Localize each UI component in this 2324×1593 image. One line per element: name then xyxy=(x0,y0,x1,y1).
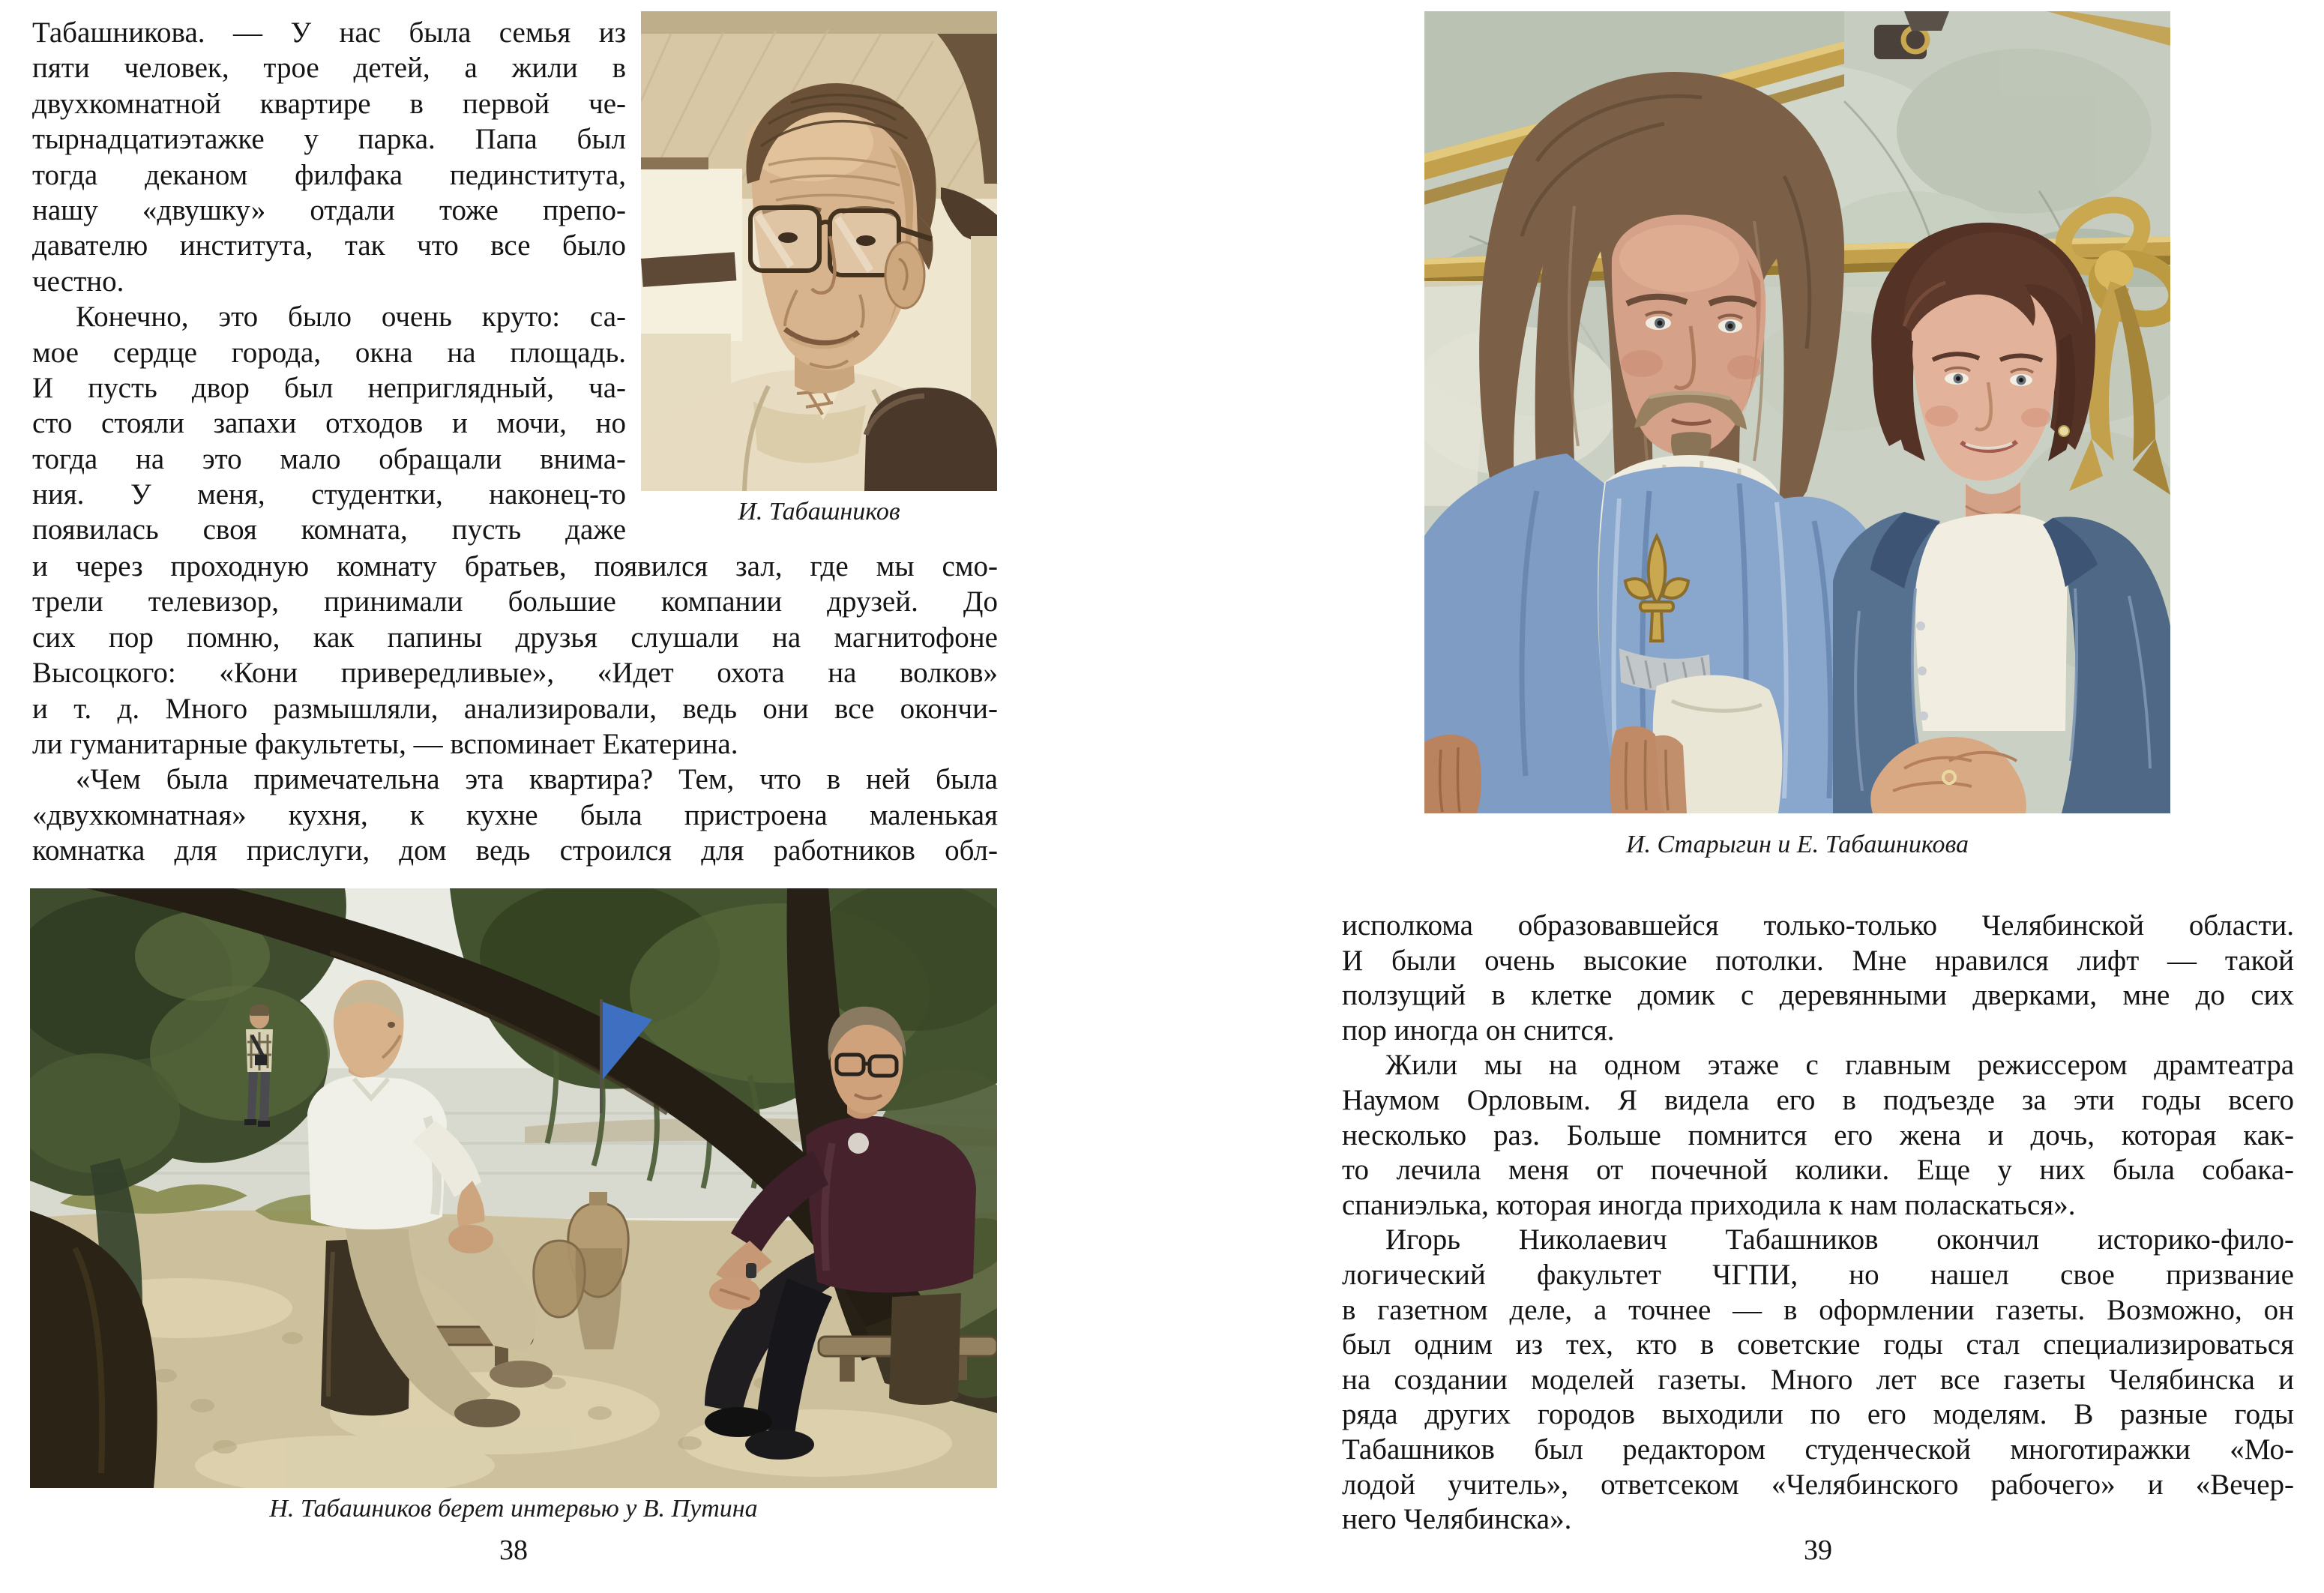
text-line: Жили мы на одном этаже с главным режиссером драмтеатра xyxy=(1385,1049,2294,1082)
text-line: лодой учитель», ответсеком «Челябинского рабочего» и «Вечер- xyxy=(1342,1468,2294,1501)
text-line: Табашников был редактором студенческой многотиражки «Мо- xyxy=(1342,1433,2294,1466)
text-line: Конечно, это было очень круто: са- xyxy=(76,301,626,334)
text-line: тырнадцатиэтажке у парка. Папа был xyxy=(32,123,626,156)
text-line: на создании моделей газеты. Много лет все газеты Челябинска и xyxy=(1342,1363,2294,1396)
text-line: сих пор помню, как папины друзья слушали на магнитофоне xyxy=(32,621,998,654)
text-line: в газетном деле, а точнее — в оформлении газеты. Возможно, он xyxy=(1342,1293,2294,1326)
text-line: И были очень высокие потолки. Мне нравился лифт — такой xyxy=(1342,944,2294,977)
text-line: спаниэлька, которая иногда приходила к нам поласкаться». xyxy=(1342,1188,2076,1221)
text-line: и т. д. Много размышляли, анализировали, ведь они все окончи- xyxy=(32,692,998,725)
page-number-38: 38 xyxy=(499,1535,528,1566)
text-line: нашу «двушку» отдали тоже препо- xyxy=(32,193,626,226)
text-line: ли гуманитарные факультеты, — вспоминает Екатерина. xyxy=(32,727,738,760)
interview-caption: Н. Табашников берет интервью у В. Путина xyxy=(269,1495,758,1523)
text-line: мое сердце города, окна на площадь. xyxy=(32,336,626,369)
right-page-text xyxy=(1342,909,2294,1538)
interview-photo-putin xyxy=(30,888,997,1524)
text-line: Игорь Николаевич Табашников окончил историко-фило- xyxy=(1385,1223,2294,1256)
text-line: трели телевизор, принимали большие компании друзей. До xyxy=(32,585,998,618)
left-column-text xyxy=(32,15,626,548)
text-line: был одним из тех, кто в советские годы стал специализироваться xyxy=(1342,1328,2294,1361)
text-line: и через проходную комнату братьев, появился зал, где мы смо- xyxy=(32,550,998,582)
text-line: Наумом Орловым. Я видела его в подъезде за эти годы всего xyxy=(1342,1083,2294,1116)
interview-photo-illustration xyxy=(30,888,997,1488)
text-line: Высоцкого: «Кони привередливые», «Идет охота на волков» xyxy=(32,657,998,690)
text-line: пяти человек, трое детей, а жили в xyxy=(32,52,626,85)
text-line: ряда других городов выходили по его моделям. В разные годы xyxy=(1342,1398,2294,1431)
text-line: ния. У меня, студентки, наконец-то xyxy=(32,478,626,511)
text-line: И пусть двор был неприглядный, ча- xyxy=(32,371,626,404)
text-line: появилась своя комната, пусть даже xyxy=(32,514,626,546)
text-line: ползущий в клетке домик с деревянными дверками, мне до сих xyxy=(1342,979,2294,1012)
text-line: «Чем была примечательна эта квартира? Тем, что в ней была xyxy=(76,763,998,796)
text-line: двухкомнатной квартире в первой че- xyxy=(32,87,626,120)
actors-photo-starygin-tabashnikova xyxy=(1424,11,2170,860)
portrait-caption: И. Табашников xyxy=(738,498,900,526)
text-line: Табашникова. — У нас была семья из xyxy=(32,16,626,49)
text-line: пор иногда он снится. xyxy=(1342,1014,1615,1047)
page-39 xyxy=(1162,0,2324,1593)
actors-photo-illustration xyxy=(1424,11,2170,813)
text-line: давателю института, так что все было xyxy=(32,229,626,262)
text-line: то лечила меня от почечной колики. Еще у них была собака- xyxy=(1342,1154,2294,1187)
text-line: тогда на это мало обращали внима- xyxy=(32,442,626,475)
text-line: честно. xyxy=(32,265,124,298)
portrait-photo-i-tabashnikov xyxy=(641,11,997,527)
text-line: тогда деканом филфака пединститута, xyxy=(32,158,626,191)
left-fullwidth-text xyxy=(32,549,998,869)
text-line: него Челябинска». xyxy=(1342,1503,1572,1536)
text-line: исполкома образовавшейся только-только Челябинской области. xyxy=(1342,909,2294,942)
text-line: несколько раз. Больше помнится его жена и дочь, которая как- xyxy=(1342,1118,2294,1151)
page-number-39: 39 xyxy=(1804,1535,1832,1566)
text-line: логический факультет ЧГПИ, но нашел свое призвание xyxy=(1342,1258,2294,1291)
actors-caption: И. Старыгин и Е. Табашникова xyxy=(1625,831,1969,858)
text-line: комнатка для прислуги, дом ведь строился для работников обл- xyxy=(32,834,998,867)
text-line: «двухкомнатная» кухня, к кухне была пристроена маленькая xyxy=(32,798,998,831)
portrait-photo-illustration xyxy=(641,11,997,491)
text-line: сто стояли запахи отходов и мочи, но xyxy=(32,407,626,440)
